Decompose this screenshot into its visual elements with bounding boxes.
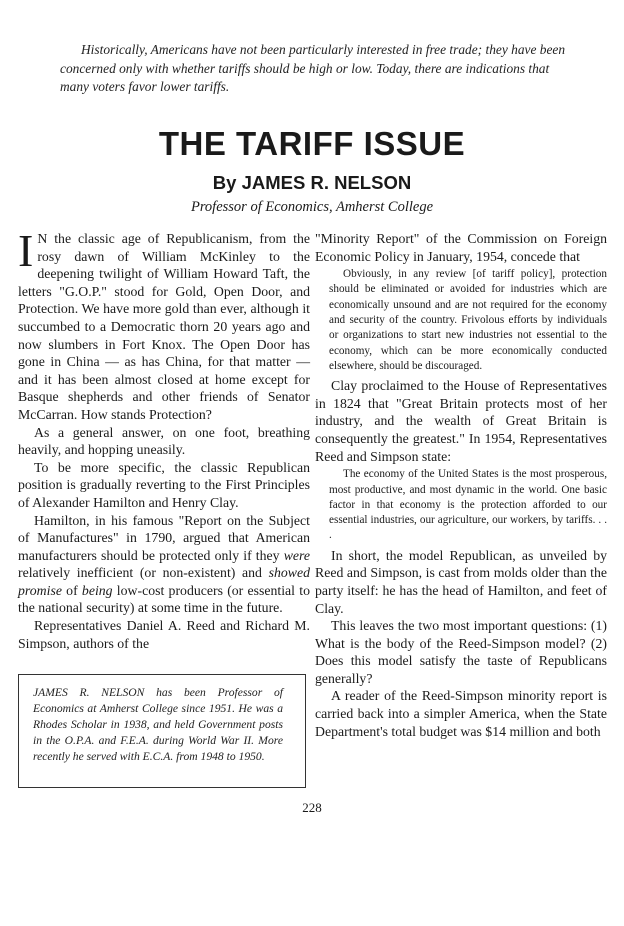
- left-column: [18, 225, 310, 652]
- page-number: 228: [302, 800, 322, 815]
- p4-emphasis: being: [81, 582, 113, 598]
- paragraph-5: Representatives Daniel A. Reed and Richard M. Simpson, authors of the: [18, 618, 310, 651]
- drop-cap: I: [18, 225, 34, 276]
- quote-2-text: The economy of the United States is the most prosperous, most productive, and most dynamic in the world. One basic factor in that economy is the protection afforded to our essential industries, our agriculture, our workers, by tariffs. . . .: [329, 468, 607, 542]
- p4-segment: of: [61, 582, 82, 598]
- p4-emphasis: showed promise: [18, 565, 310, 598]
- author-bio-box: [18, 674, 306, 788]
- intro-text: Historically, Americans have not been particularly interested in free trade; they have been concerned only with whether tariffs should be high or low. Today, there are indications that many voters favor lower tariffs.: [60, 42, 566, 94]
- right-column: [315, 230, 607, 740]
- author-bio-text: JAMES R. NELSON has been Professor of Economics at Amherst College since 1951. He was a Rhodes Scholar in 1938, and held Government posts in the O.P.A. and F.E.A. during World War II. More recently he served with E.C.A. from 1948 to 1950.: [33, 686, 283, 763]
- intro-paragraph: [60, 41, 570, 97]
- paragraph-4: [18, 512, 310, 618]
- block-quote-1: [315, 267, 607, 374]
- right-paragraph-2: Clay proclaimed to the House of Representatives in 1824 that "Great Britain protects most of her industry, and the wealth of Great Britain is consequently the greatest." In 1954, Representatives Reed and Simpson state:: [315, 378, 607, 464]
- p4-segment: low-cost producers (or essential to the national security) at some time in the future.: [18, 582, 310, 616]
- byline: By JAMES R. NELSON: [212, 172, 412, 193]
- paragraph-1-text: N the classic age of Republicanism, from the rosy dawn of William McKinley to the deepening twilight of William Howard Taft, the letters "G.O.P." stood for Gold, Open Door, and Protection. We have more gold than ever, although it succumbed to a Democratic thorn 20 years ago and now slumbers in Fort Knox. The Open Door has gone in China — as has China, for that matter — and it has been almost closed at home except for Basque shepherds and other friends of Senator McCarran. How stands Protection?: [18, 231, 310, 422]
- paragraph-3: To be more specific, the classic Republican position is gradually reverting to the First Principles of Alexander Hamilton and Henry Clay.: [18, 459, 310, 510]
- right-paragraph-5: A reader of the Reed-Simpson minority report is carried back into a simpler America, when the State Department's total budget was $14 million and both: [315, 688, 607, 739]
- p4-segment: relatively inefficient (or non-existent) and: [18, 565, 269, 581]
- p4-emphasis: were: [283, 547, 310, 563]
- block-quote-2: [315, 467, 607, 543]
- quote-1-text: Obviously, in any review [of tariff policy], protection should be eliminated or avoided for industries which are economically unsound and are not required for the economy and security of the country. Frivolous efforts by individuals or organizations to start new industries not essential to the economy, which can be more economically conducted elsewhere, should be discouraged.: [329, 268, 607, 372]
- right-paragraph-4: This leaves the two most important questions: (1) What is the body of the Reed-Simpson model? (2) Does this model satisfy the taste of Republicans generally?: [315, 618, 607, 686]
- article-title: THE TARIFF ISSUE: [158, 125, 466, 162]
- right-paragraph-1: "Minority Report" of the Commission on Foreign Economic Policy in January, 1954, concede that: [315, 231, 607, 264]
- paragraph-2: As a general answer, on one foot, breathing heavily, and hopping uneasily.: [18, 424, 310, 458]
- right-paragraph-3: In short, the model Republican, as unveiled by Reed and Simpson, is cast from molds older than the party itself: he has the head of Hamilton, and feet of Clay.: [315, 547, 607, 616]
- paragraph-1: [18, 225, 310, 424]
- p4-segment: Hamilton, in his famous "Report on the Subject of Manufactures" in 1790, argued that American manufacturers should be protected only if they: [18, 512, 310, 563]
- author-affiliation: Professor of Economics, Amherst College: [190, 199, 434, 215]
